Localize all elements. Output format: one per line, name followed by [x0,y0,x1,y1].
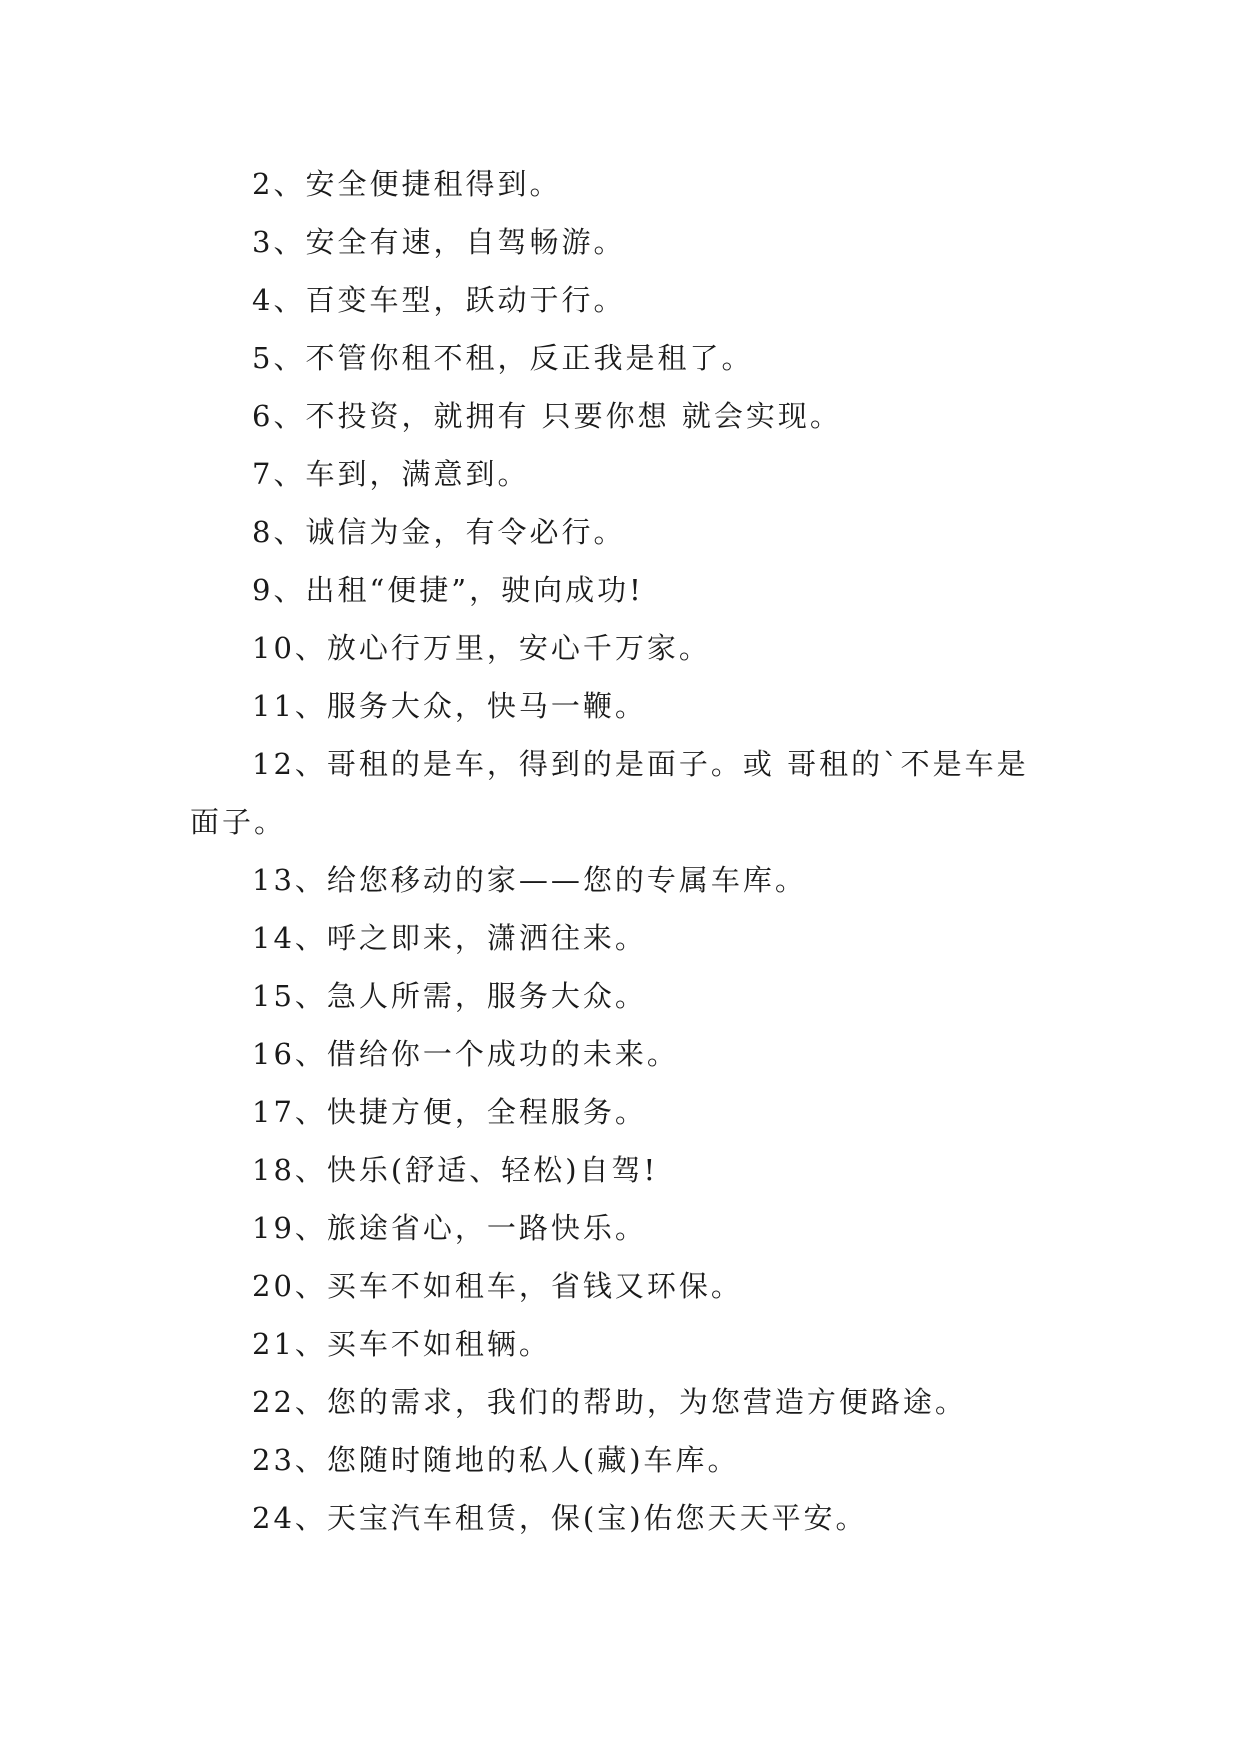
list-item: 12、哥租的是车，得到的是面子。或 哥租的`不是车是面子。 [190,747,1029,839]
list-item: 2、安全便捷租得到。 [252,167,562,201]
list-item: 11、服务大众，快马一鞭。 [252,689,647,723]
list-item: 24、天宝汽车租赁，保(宝)佑您天天平安。 [252,1501,868,1535]
list-item: 13、给您移动的家——您的专属车库。 [252,863,807,897]
list-item: 14、呼之即来，潇洒往来。 [252,921,647,955]
list-item: 5、不管你租不租，反正我是租了。 [252,341,754,375]
slogan-list [190,155,1060,1547]
list-item: 4、百变车型，跃动于行。 [252,283,626,317]
list-item: 3、安全有速，自驾畅游。 [252,225,626,259]
list-item: 21、买车不如租辆。 [252,1327,551,1361]
list-item: 16、借给你一个成功的未来。 [252,1037,679,1071]
list-item: 22、您的需求，我们的帮助，为您营造方便路途。 [252,1385,967,1419]
list-item: 18、快乐(舒适、轻松)自驾! [252,1153,659,1187]
list-item: 20、买车不如租车，省钱又环保。 [252,1269,743,1303]
list-item: 23、您随时随地的私人(藏)车库。 [252,1443,740,1477]
list-item: 9、出租“便捷”，驶向成功! [252,573,644,607]
list-item: 10、放心行万里，安心千万家。 [252,631,711,665]
list-item: 19、旅途省心，一路快乐。 [252,1211,647,1245]
list-item: 7、车到，满意到。 [252,457,530,491]
list-item: 15、急人所需，服务大众。 [252,979,647,1013]
list-item: 6、不投资，就拥有 只要你想 就会实现。 [252,399,842,433]
list-item: 8、诚信为金，有令必行。 [252,515,626,549]
list-item: 17、快捷方便，全程服务。 [252,1095,647,1129]
